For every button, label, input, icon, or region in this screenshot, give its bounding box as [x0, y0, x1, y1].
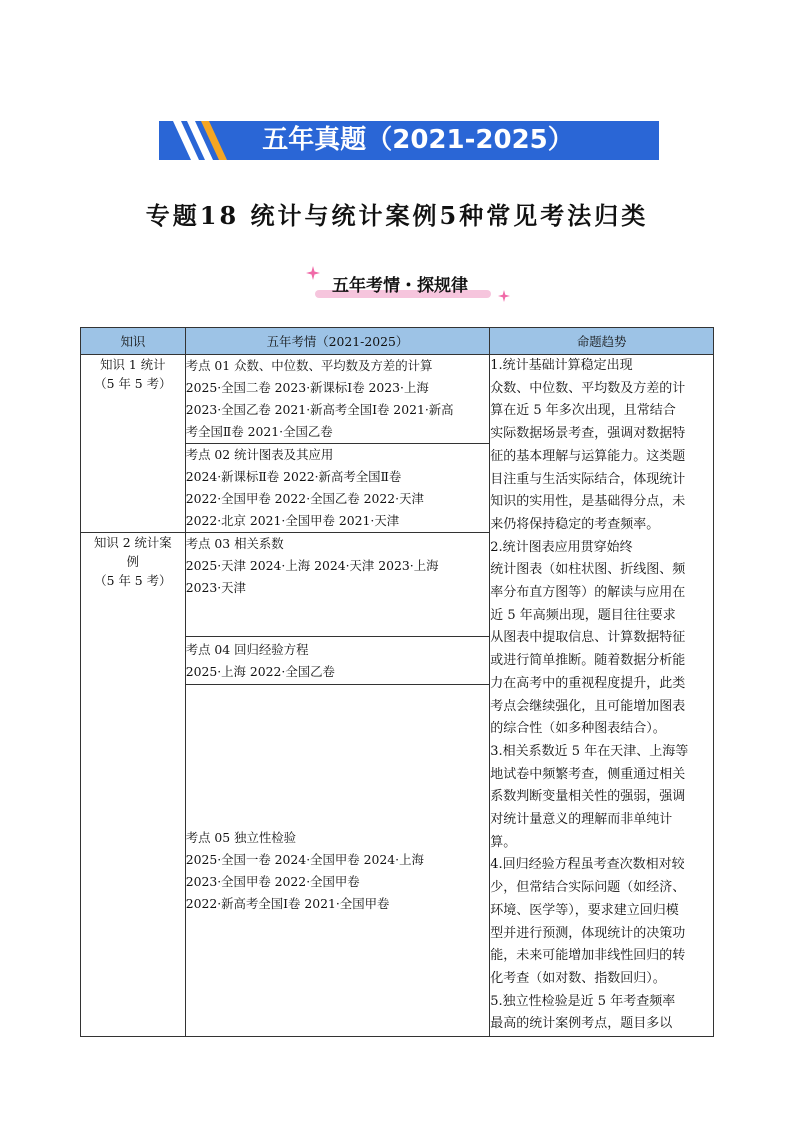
trend-line: 5.独立性检验是近 5 年考查频率 — [490, 993, 676, 1009]
header-exam-record: 五年考情（2021-2025） — [185, 328, 490, 355]
trend-line: 最高的统计案例考点，题目多以 — [490, 1016, 673, 1032]
exam-years: 2025·全国一卷 2024·全国甲卷 2024·上海 — [185, 852, 424, 868]
trend-line: 对统计量意义的理解而非单纯计 — [490, 812, 673, 828]
table-row — [81, 355, 714, 444]
knowledge-text: 知识 2 统计案 — [93, 535, 172, 550]
exam-point-cell — [185, 533, 490, 637]
trend-line: 征的基本理解与运算能力。这类题 — [490, 448, 686, 464]
knowledge-text: 知识 1 统计 — [100, 357, 166, 372]
exam-point-cell — [185, 685, 490, 1037]
knowledge-count: （5 年 5 考） — [94, 573, 172, 588]
exam-point-cell — [185, 444, 490, 533]
exam-analysis-table — [80, 327, 714, 1037]
exam-years: 2025·上海 2022·全国乙卷 — [185, 663, 335, 679]
table-header-row — [81, 328, 714, 355]
knowledge-text: 例 — [126, 554, 140, 569]
trend-line: 系数判断变量相关性的强弱，强调 — [490, 789, 686, 805]
trend-line: 算在近 5 年多次出现，且常结合 — [490, 403, 676, 419]
exam-years: 2023·天津 — [185, 580, 246, 595]
exam-years: 2025·全国二卷 2023·新课标Ⅰ卷 2023·上海 — [185, 380, 429, 395]
trend-line: 众数、中位数、平均数及方差的计 — [490, 380, 686, 396]
exam-years: 2022·全国甲卷 2022·全国乙卷 2022·天津 — [185, 491, 424, 506]
knowledge-count: （5 年 5 考） — [94, 376, 172, 391]
knowledge-cell — [81, 355, 186, 533]
trend-line: 1.统计基础计算稳定出现 — [490, 358, 633, 373]
exam-years: 2023·全国甲卷 2022·全国甲卷 — [185, 874, 360, 890]
trend-line: 率分布直方图等）的解读与应用在 — [490, 585, 686, 601]
trend-line: 少，但常结合实际问题（如经济、 — [490, 880, 686, 896]
trend-line: 知识的实用性，是基础得分点，未 — [490, 494, 686, 510]
trend-line: 环境、医学等），要求建立回归模 — [490, 902, 679, 918]
trend-line: 算。 — [490, 834, 517, 850]
knowledge-cell — [81, 533, 186, 1037]
exam-years: 2024·新课标Ⅱ卷 2022·新高考全国Ⅱ卷 — [185, 469, 402, 484]
trend-cell — [490, 355, 714, 1037]
exam-years: 2025·天津 2024·上海 2024·天津 2023·上海 — [185, 558, 439, 573]
trend-line: 统计图表（如柱状图、折线图、频 — [490, 562, 686, 578]
exam-point-title: 考点 04 回归经验方程 — [185, 641, 309, 657]
exam-point-cell — [185, 355, 490, 444]
header-knowledge: 知识 — [81, 328, 186, 355]
trend-line: 实际数据场景考查，强调对数据特 — [490, 426, 686, 442]
trend-line: 来仍将保持稳定的考查频率。 — [490, 516, 660, 532]
trend-line: 2.统计图表应用贯穿始终 — [490, 539, 633, 555]
exam-years: 2022·北京 2021·全国甲卷 2021·天津 — [185, 513, 400, 528]
trend-line: 能，未来可能增加非线性回归的转 — [490, 948, 686, 964]
exam-years: 2023·全国乙卷 2021·新高考全国Ⅰ卷 2021·新高 — [185, 402, 454, 417]
exam-years: 考全国Ⅱ卷 2021·全国乙卷 — [185, 424, 333, 439]
exam-point-title: 考点 02 统计图表及其应用 — [185, 447, 334, 462]
trend-line: 或进行简单推断。随着数据分析能 — [490, 653, 686, 669]
trend-line: 近 5 年高频出现，题目往往要求 — [490, 607, 676, 623]
banner-title: 五年真题（2021-2025） — [262, 125, 574, 155]
exam-point-cell — [185, 637, 490, 685]
trend-line: 力在高考中的重视程度提升，此类 — [490, 675, 686, 691]
section-title: 五年考情・探规律 — [332, 276, 468, 296]
exam-point-title: 考点 05 独立性检验 — [185, 830, 297, 846]
trend-line: 考点会继续强化，且可能增加图表 — [490, 698, 686, 714]
exam-point-title: 考点 01 众数、中位数、平均数及方差的计算 — [185, 358, 433, 373]
trend-line: 型并进行预测，体现统计的决策功 — [490, 925, 686, 941]
trend-line: 的综合性（如多种图表结合）。 — [490, 721, 666, 737]
trend-line: 地试卷中频繁考查，侧重通过相关 — [490, 766, 686, 782]
exam-point-title: 考点 03 相关系数 — [185, 536, 284, 551]
trend-line: 化考查（如对数、指数回归）。 — [490, 970, 666, 986]
trend-line: 从图表中提取信息、计算数据特征 — [490, 630, 686, 646]
title-banner — [159, 121, 659, 160]
exam-years: 2022·新高考全国Ⅰ卷 2021·全国甲卷 — [185, 896, 390, 912]
trend-line: 目注重与生活实际结合，体现统计 — [490, 471, 686, 487]
section-title-wrap — [300, 266, 520, 306]
header-trend: 命题趋势 — [490, 328, 714, 355]
trend-text — [490, 355, 713, 1036]
topic-title: 专题18 统计与统计案例5种常见考法归类 — [145, 201, 649, 230]
trend-line: 4.回归经验方程虽考查次数相对较 — [490, 857, 685, 873]
trend-line: 3.相关系数近 5 年在天津、上海等 — [490, 743, 689, 759]
